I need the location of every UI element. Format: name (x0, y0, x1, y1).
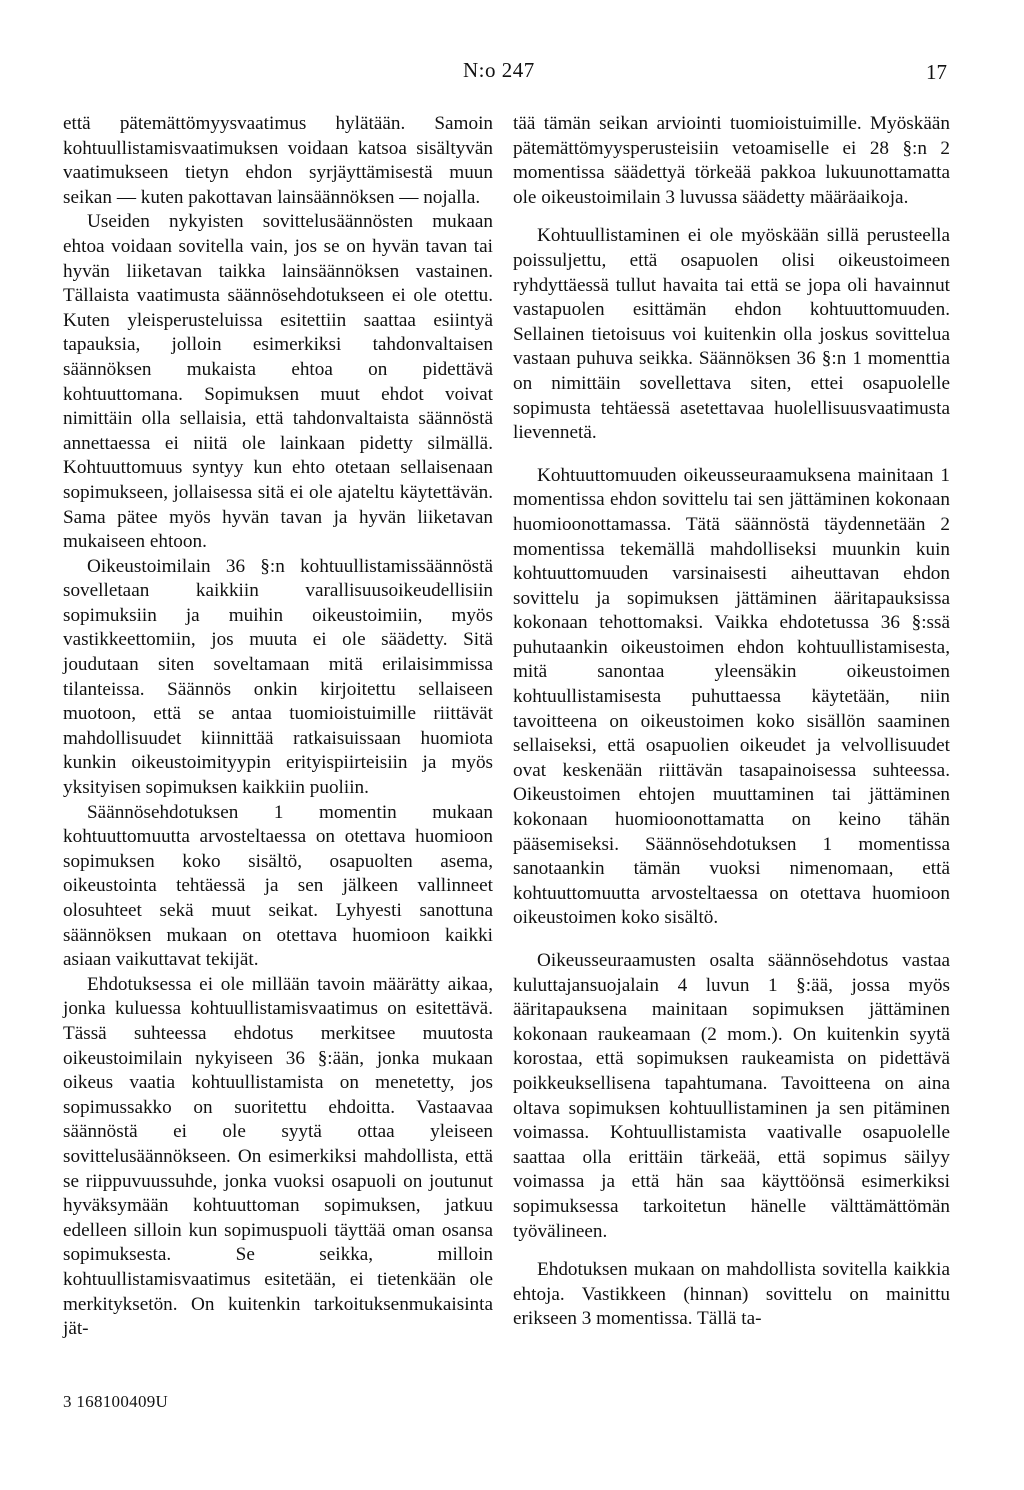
paragraph: Kohtuuttomuuden oikeusseuraamuksena mainitaan 1 momentissa ehdon sovittelu tai sen jättäminen kokonaan huomioonottamassa. Tätä säännöstä täydennetään 2 momentissa tekemällä mahdolliseksi muunkin kuin kohtuuttomuuden varsinaisesti aiheuttavan ehdon sovittelu ja sopimuksen jättäminen ääritapauksissa kokonaan tehottomaksi. Vaikka ehdotetussa 36 §:ssä puhutaankin oikeustoimen ehdon kohtuullistamisesta, mitä sanontaa yleensäkin oikeustoimen kohtuullistamisesta puhuttaessa käytetään, niin tavoitteena on oikeustoimen koko sisällön saaminen sellaiseksi, että osapuolien oikeudet ja velvollisuudet ovat keskenään riittävän tasapainoisessa suhteessa. Oikeustoimen ehtojen muuttaminen tai jättäminen kokonaan huomioonottamatta on keino tähän pääsemiseksi. Säännösehdotuksen 1 momentissa sanotaankin tämän vuoksi nimenomaan, että kohtuuttomuutta arvosteltaessa on otettava huomioon oikeustoimen koko sisältö. (513, 464, 950, 929)
left-column (63, 112, 493, 1342)
paragraph: Kohtuullistaminen ei ole myöskään sillä perusteella poissuljettu, että osapuolen olisi oikeustoimeen ryhdyttäessä tullut havaita tai että se jopa oli havainnut vastapuolen esittämän ehdon kohtuuttomuuden. Sellainen tietoisuus voi kuitenkin olla joskus sovittelua vastaan puhuva seikka. Säännöksen 36 §:n 1 momenttia on nimittäin sovellettava siten, ettei osapuolelle sopimusta tehtäessä asetettavaa huolellisuusvaatimusta lievennetä. (513, 225, 950, 444)
paragraph: Säännösehdotuksen 1 momentin mukaan kohtuuttomuutta arvosteltaessa on otettava huomioon sopimuksen koko sisältö, osapuolten asema, oikeustointa tehtäessä ja sen jälkeen vallinneet olosuhteet sekä muut seikat. Lyhyesti sanottuna säännöksen mukaan on otettava huomioon kaikki asiaan vaikuttavat tekijät. (63, 801, 493, 971)
paragraph: tää tämän seikan arviointi tuomioistuimille. Myöskään pätemättömyysperusteisiin vetoamiselle ei 28 §:n 2 momentissa säädettyä törkeää pakkoa lukuunottamatta ole oikeustoimilain 3 luvussa säädetty määräaikoja. (513, 113, 950, 208)
footer-code: 3 168100409U (63, 1392, 169, 1411)
paragraph: että pätemättömyysvaatimus hylätään. Samoin kohtuullistamisvaatimuksen voidaan katsoa sisältyvän vaatimukseen tietyn ehdon syrjäyttämisestä muun seikan — kuten pakottavan lainsäännöksen — nojalla. (63, 113, 493, 208)
paragraph: Ehdotuksen mukaan on mahdollista sovitella kaikkia ehtoja. Vastikkeen (hinnan) sovittelu on mainittu erikseen 3 momentissa. Tällä ta- (513, 1259, 950, 1330)
right-column (513, 112, 950, 1332)
paragraph: Oikeustoimilain 36 §:n kohtuullistamissäännöstä sovelletaan kaikkiin varallisuusoikeudellisiin sopimuksiin ja muihin oikeustoimiin, myös vastikkeettomiin, jos muuta ei ole säädetty. Sitä joudutaan siten soveltamaan mitä erilaisimmissa tilanteissa. Säännös onkin kirjoitettu sellaiseen muotoon, että se antaa tuomioistuimille riittävät mahdollisuudet kiinnittää ratkaisuissaan huomiota kunkin oikeustoimityypin erityispiirteisiin ja myös yksityisen sopimuksen kaikkiin puoliin. (63, 555, 493, 799)
document-number: N:o 247 (463, 58, 535, 82)
paragraph: Oikeusseuraamusten osalta säännösehdotus vastaa kuluttajansuojalain 4 luvun 1 §:ää, jossa myös ääritapauksena mainitaan sopimuksen jättäminen kokonaan raukeamaan (2 mom.). On kuitenkin syytä korostaa, että sopimuksen raukeamista on pidettävä poikkeuksellisena tapahtumana. Tavoitteena on aina oltava sopimuksen kohtuullistaminen ja sen pitäminen voimassa. Kohtuullistamista vaativalle osapuolelle saattaa olla erittäin tärkeää, että sopimus säilyy voimassa ja että hän saa käyttöönsä esimerkiksi sopimuksessa tarkoitetun hänelle välttämättömän työvälineen. (513, 950, 950, 1242)
paragraph: Useiden nykyisten sovittelusäännösten mukaan ehtoa voidaan sovitella vain, jos se on hyvän tavan tai hyvän liiketavan taikka lainsäännöksen vastainen. Tällaista vaatimusta säännösehdotukseen ei ole otettu. Kuten yleisperusteluissa esitettiin saattaa esiintyä tapauksia, jolloin esimerkiksi tahdonvaltaisen säännöksen mukaista ehtoa on pidettävä kohtuuttomana. Sopimuksen muut ehdot voivat nimittäin olla sellaisia, että tahdonvaltaista säännöstä annettaessa ei niitä ole lainkaan pidetty silmällä. Kohtuuttomuus syntyy kun ehto otetaan sellaisenaan sopimukseen, jollaisessa sitä ei ole ajateltu käytettävän. Sama pätee myös hyvän tavan ja hyvän liiketavan mukaiseen ehtoon. (63, 211, 493, 553)
paragraph: Ehdotuksessa ei ole millään tavoin määrätty aikaa, jonka kuluessa kohtuullistamisvaatimus on esitettävä. Tässä suhteessa ehdotus merkitsee muutosta oikeustoimilain nykyiseen 36 §:ään, jonka mukaan oikeus vaatia kohtuullistamista on menetetty, jos sopimussakko on suoritettu ehdoitta. Vastaavaa säännöstä ei ole syytä ottaa yleiseen sovittelusäännökseen. On esimerkiksi mahdollista, että se riippuvuussuhde, jonka vuoksi osapuoli on joutunut hyväksymään kohtuuttoman sopimuksen, jatkuu edelleen silloin kun sopimuspuoli täyttää oman osansa sopimuksesta. Se seikka, milloin kohtuullistamisvaatimus esitetään, ei tietenkään ole merkityksetön. On kuitenkin tarkoituksenmukaisinta jät- (63, 973, 493, 1340)
page-number: 17 (926, 60, 947, 84)
